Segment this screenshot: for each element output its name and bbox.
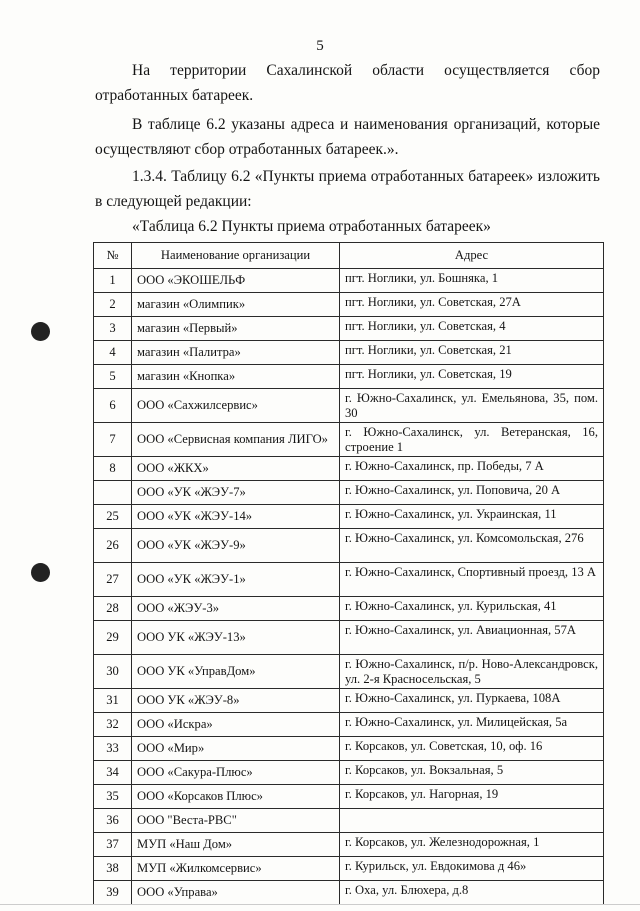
word: области [372,62,425,79]
row-number: 34 [94,761,132,785]
row-organization: ООО «ЭКОШЕЛЬФ [132,269,340,293]
page-bottom-edge [0,904,640,905]
binder-hole-icon [31,322,50,341]
row-organization: ООО УК «ЖЭУ-13» [132,621,340,655]
table-row [94,761,604,785]
table-row [94,713,604,737]
table-row [94,365,604,389]
row-number: 6 [94,389,132,423]
row-number: 39 [94,881,132,905]
table-row [94,655,604,689]
row-number: 7 [94,423,132,457]
row-address: пгт. Ноглики, ул. Советская, 21 [340,341,604,365]
table-row [94,341,604,365]
row-number: 29 [94,621,132,655]
paragraph-1-line-2: отработанных батареек. [95,87,254,104]
row-number: 30 [94,655,132,689]
row-number: 33 [94,737,132,761]
row-organization: ООО «Искра» [132,713,340,737]
row-organization: ООО «УК «ЖЭУ-14» [132,505,340,529]
row-organization: ООО «Управа» [132,881,340,905]
table-row [94,529,604,563]
row-organization: ООО «Корсаков Плюс» [132,785,340,809]
row-number: 2 [94,293,132,317]
row-address: г. Южно-Сахалинск, п/р. Ново-Александровск, ул. 2-я Красносельская, 5 [340,655,604,689]
row-number: 8 [94,457,132,481]
paragraph-2: В таблице 6.2 указаны адреса и наименования организаций, которые осуществляют сбор отработанных батареек.». [95,116,600,158]
row-address: пгт. Ноглики, ул. Бошняка, 1 [340,269,604,293]
table-header-row [94,243,604,269]
row-address: пгт. Ноглики, ул. Советская, 19 [340,365,604,389]
row-number: 28 [94,597,132,621]
row-number: 31 [94,689,132,713]
row-address: пгт. Ноглики, ул. Советская, 4 [340,317,604,341]
table-row [94,269,604,293]
row-address: г. Оха, ул. Блюхера, д.8 [340,881,604,905]
paragraph-1-line-1 [95,58,600,83]
table-caption: «Таблица 6.2 Пункты приема отработанных батареек» [132,218,491,235]
table-row [94,833,604,857]
row-number: 26 [94,529,132,563]
row-address: г. Южно-Сахалинск, ул. Поповича, 20 А [340,481,604,505]
table-row [94,737,604,761]
row-organization: ООО «УК «ЖЭУ-1» [132,563,340,597]
table-row [94,505,604,529]
paragraph-3: 1.3.4. Таблицу 6.2 «Пункты приема отработанных батареек» изложить в следующей редакции: [95,168,600,210]
row-organization: ООО «Сахжилсервис» [132,389,340,423]
row-organization: ООО УК «ЖЭУ-8» [132,689,340,713]
table-row [94,481,604,505]
row-organization: МУП «Жилкомсервис» [132,857,340,881]
row-address: пгт. Ноглики, ул. Советская, 27А [340,293,604,317]
row-organization: МУП «Наш Дом» [132,833,340,857]
row-address: г. Корсаков, ул. Советская, 10, оф. 16 [340,737,604,761]
table-row [94,881,604,905]
word: На [132,62,151,79]
row-organization: ООО «УК «ЖЭУ-7» [132,481,340,505]
row-address: г. Корсаков, ул. Нагорная, 19 [340,785,604,809]
row-address: г. Южно-Сахалинск, ул. Емельянова, 35, пом. 30 [340,389,604,423]
row-number: 38 [94,857,132,881]
collection-points-table [93,242,604,905]
word: Сахалинской [266,62,353,79]
row-address: г. Южно-Сахалинск, ул. Пуркаева, 108А [340,689,604,713]
word: осуществляется [444,62,550,79]
row-organization: ООО УК «УправДом» [132,655,340,689]
table-row [94,689,604,713]
row-number: 5 [94,365,132,389]
row-address: г. Южно-Сахалинск, ул. Авиационная, 57А [340,621,604,655]
table-row [94,457,604,481]
row-organization: ООО «Мир» [132,737,340,761]
row-number: 4 [94,341,132,365]
word: сбор [569,62,600,79]
table-row [94,293,604,317]
row-address: г. Южно-Сахалинск, ул. Курильская, 41 [340,597,604,621]
row-organization: магазин «Палитра» [132,341,340,365]
binder-hole-icon [31,563,50,582]
row-organization: ООО «ЖКХ» [132,457,340,481]
table-row [94,317,604,341]
row-address: г. Южно-Сахалинск, ул. Украинская, 11 [340,505,604,529]
table-row [94,857,604,881]
table-row [94,389,604,423]
table-row [94,563,604,597]
header-number: № [94,243,132,269]
row-address: г. Южно-Сахалинск, пр. Победы, 7 А [340,457,604,481]
row-organization: магазин «Олимпик» [132,293,340,317]
row-number: 35 [94,785,132,809]
row-organization: ООО «ЖЭУ-3» [132,597,340,621]
row-number: 3 [94,317,132,341]
row-address: г. Корсаков, ул. Железнодорожная, 1 [340,833,604,857]
row-number: 25 [94,505,132,529]
row-number: 36 [94,809,132,833]
header-address: Адрес [340,243,604,269]
row-organization: ООО «Сакура-Плюс» [132,761,340,785]
word: территории [170,62,247,79]
row-address [340,809,604,833]
row-organization: ООО «Сервисная компания ЛИГО» [132,423,340,457]
row-address: г. Южно-Сахалинск, ул. Комсомольская, 276 [340,529,604,563]
table-row [94,809,604,833]
header-organization: Наименование организации [132,243,340,269]
row-number: 37 [94,833,132,857]
row-organization: ООО "Веста-РВС" [132,809,340,833]
table-row [94,597,604,621]
paragraph-1 [95,58,600,108]
row-address: г. Южно-Сахалинск, ул. Ветеранская, 16, строение 1 [340,423,604,457]
table-row [94,785,604,809]
row-address: г. Курильск, ул. Евдокимова д 46» [340,857,604,881]
row-address: г. Корсаков, ул. Вокзальная, 5 [340,761,604,785]
row-address: г. Южно-Сахалинск, ул. Милицейская, 5а [340,713,604,737]
row-organization: ООО «УК «ЖЭУ-9» [132,529,340,563]
row-number [94,481,132,505]
row-number: 27 [94,563,132,597]
row-organization: магазин «Первый» [132,317,340,341]
row-number: 32 [94,713,132,737]
row-organization: магазин «Кнопка» [132,365,340,389]
row-address: г. Южно-Сахалинск, Спортивный проезд, 13 А [340,563,604,597]
page-number: 5 [316,38,324,54]
table-row [94,423,604,457]
table-row [94,621,604,655]
row-number: 1 [94,269,132,293]
